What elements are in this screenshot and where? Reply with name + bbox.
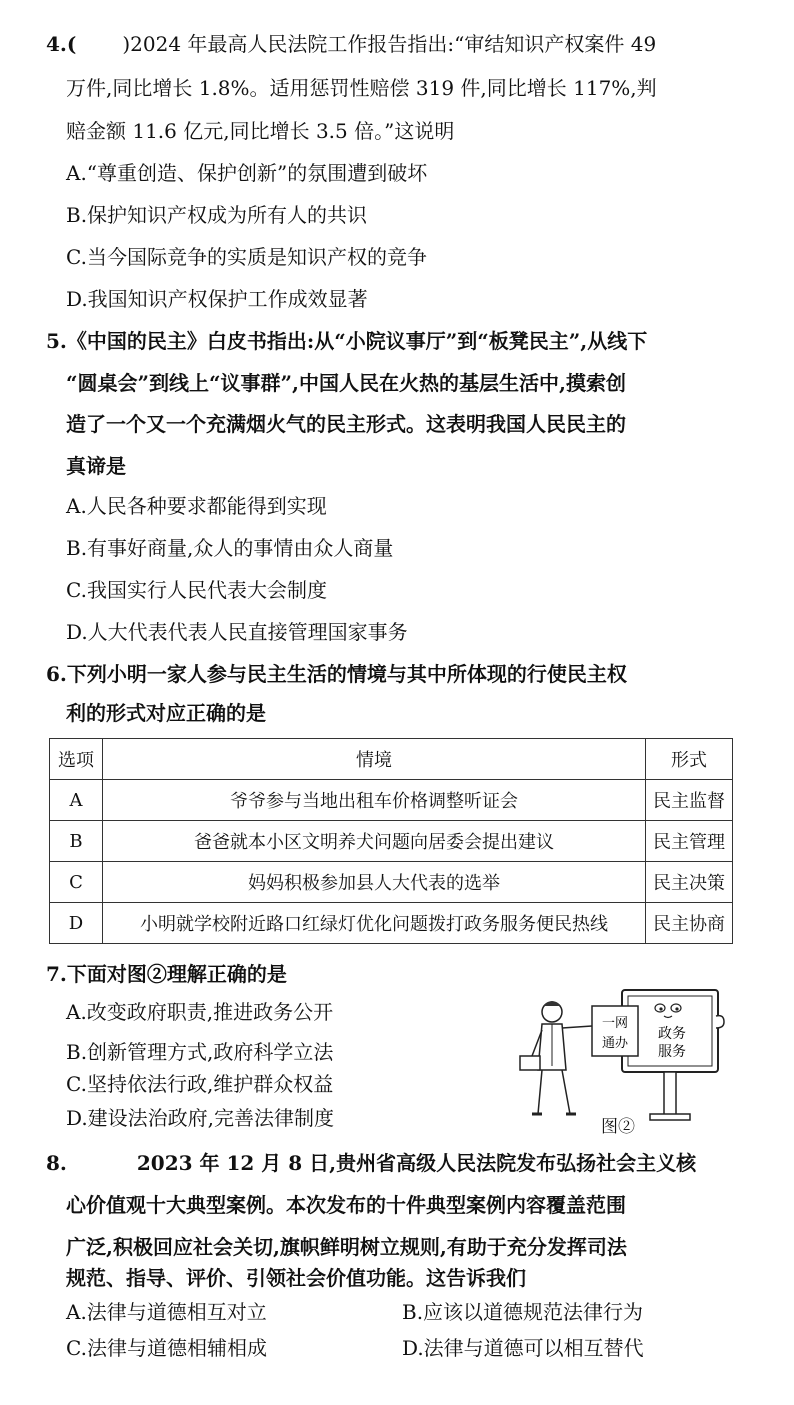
screen-text-line1: 政务	[658, 1026, 686, 1042]
table-cell-scenario: 小明就学校附近路口红绿灯优化问题拨打政务服务便民热线	[103, 903, 646, 944]
q8-option-c[interactable]: C.法律与道德相辅相成	[66, 1336, 267, 1360]
table-row[interactable]	[50, 903, 733, 944]
q5-option-c[interactable]: C.我国实行人民代表大会制度	[66, 578, 327, 602]
screen-text-line2: 服务	[658, 1044, 686, 1060]
q8-stem-text: 2023 年 12 月 8 日,贵州省高级人民法院发布弘扬社会主义核	[136, 1151, 697, 1175]
kiosk-base	[650, 1114, 690, 1120]
q8-option-b[interactable]: B.应该以道德规范法律行为	[402, 1300, 644, 1324]
q5-option-a[interactable]: A.人民各种要求都能得到实现	[66, 494, 327, 518]
sign-text-line1: 一网	[601, 1016, 629, 1031]
q6-stem-line2: 利的形式对应正确的是	[66, 701, 266, 725]
q8-option-a[interactable]: A.法律与道德相互对立	[66, 1300, 267, 1324]
q8-stem-line4: 规范、指导、评价、引领社会价值功能。这告诉我们	[66, 1266, 526, 1290]
q4-stem-line2: 万件,同比增长 1.8%。适用惩罚性赔偿 319 件,同比增长 117%,判	[66, 76, 657, 100]
q4-stem-text: )2024 年最高人民法院工作报告指出:“审结知识产权案件 49	[122, 32, 657, 56]
q5-stem-line1: 5.《中国的民主》白皮书指出:从“小院议事厅”到“板凳民主”,从线下	[46, 329, 648, 353]
table-header-row	[50, 739, 733, 780]
table-row[interactable]	[50, 862, 733, 903]
q7-stem: 7.下面对图②理解正确的是	[46, 962, 287, 986]
table-cell-scenario: 妈妈积极参加县人大代表的选举	[103, 862, 646, 903]
person-legs	[538, 1070, 570, 1114]
q4-option-d[interactable]: D.我国知识产权保护工作成效显著	[66, 287, 368, 311]
q4-option-b[interactable]: B.保护知识产权成为所有人的共识	[66, 203, 368, 227]
q5-stem-line3: 造了一个又一个充满烟火气的民主形式。这表明我国人民民主的	[66, 412, 626, 436]
person-arm	[562, 1026, 592, 1028]
table-header-option: 选项	[50, 739, 103, 780]
q5-option-b[interactable]: B.有事好商量,众人的事情由众人商量	[66, 536, 394, 560]
kiosk-hand-icon	[716, 1016, 724, 1028]
q5-stem-line2: “圆桌会”到线上“议事群”,中国人民在火热的基层生活中,摸索创	[66, 371, 626, 395]
q4-stem-line3: 赔金额 11.6 亿元,同比增长 3.5 倍。”这说明	[66, 119, 455, 143]
q7-option-d[interactable]: D.建设法治政府,完善法律制度	[66, 1106, 335, 1130]
q4-stem-line1	[46, 34, 656, 54]
table-cell-scenario: 爸爸就本小区文明养犬问题向居委会提出建议	[103, 821, 646, 862]
sign-text-line2: 通办	[601, 1036, 629, 1051]
table-cell-form: 民主决策	[646, 862, 733, 903]
q6-options-table	[49, 738, 733, 944]
q8-stem-line3: 广泛,积极回应社会关切,旗帜鲜明树立规则,有助于充分发挥司法	[66, 1235, 627, 1259]
table-header-scenario: 情境	[103, 739, 646, 780]
table-cell-form: 民主监督	[646, 780, 733, 821]
table-row[interactable]	[50, 780, 733, 821]
q7-option-a[interactable]: A.改变政府职责,推进政务公开	[66, 1000, 334, 1024]
q4-option-a[interactable]: A.“尊重创造、保护创新”的氛围遭到破坏	[66, 161, 428, 185]
q8-number: 8.	[46, 1151, 67, 1175]
q6-stem-line1: 6.下列小明一家人参与民主生活的情境与其中所体现的行使民主权	[46, 662, 627, 686]
figure-caption: 图②	[601, 1117, 635, 1137]
q4-option-c[interactable]: C.当今国际竞争的实质是知识产权的竞争	[66, 245, 427, 269]
table-cell-option: B	[50, 821, 103, 862]
table-cell-option: C	[50, 862, 103, 903]
q8-stem-line2: 心价值观十大典型案例。本次发布的十件典型案例内容覆盖范围	[66, 1193, 626, 1217]
table-cell-option: D	[50, 903, 103, 944]
q8-option-d[interactable]: D.法律与道德可以相互替代	[402, 1336, 644, 1360]
table-cell-form: 民主管理	[646, 821, 733, 862]
table-cell-option: A	[50, 780, 103, 821]
q8-stem-line1	[46, 1153, 696, 1173]
q5-option-d[interactable]: D.人大代表代表人民直接管理国家事务	[66, 620, 408, 644]
table-header-form: 形式	[646, 739, 733, 780]
briefcase-icon	[520, 1056, 540, 1070]
q4-number: 4.(	[46, 32, 77, 56]
q7-option-c[interactable]: C.坚持依法行政,维护群众权益	[66, 1072, 334, 1096]
q7-option-b[interactable]: B.创新管理方式,政府科学立法	[66, 1040, 334, 1064]
table-cell-scenario: 爷爷参与当地出租车价格调整听证会	[103, 780, 646, 821]
table-cell-form: 民主协商	[646, 903, 733, 944]
table-row[interactable]	[50, 821, 733, 862]
kiosk-stand	[664, 1072, 676, 1116]
q5-stem-line4: 真谛是	[66, 454, 126, 478]
